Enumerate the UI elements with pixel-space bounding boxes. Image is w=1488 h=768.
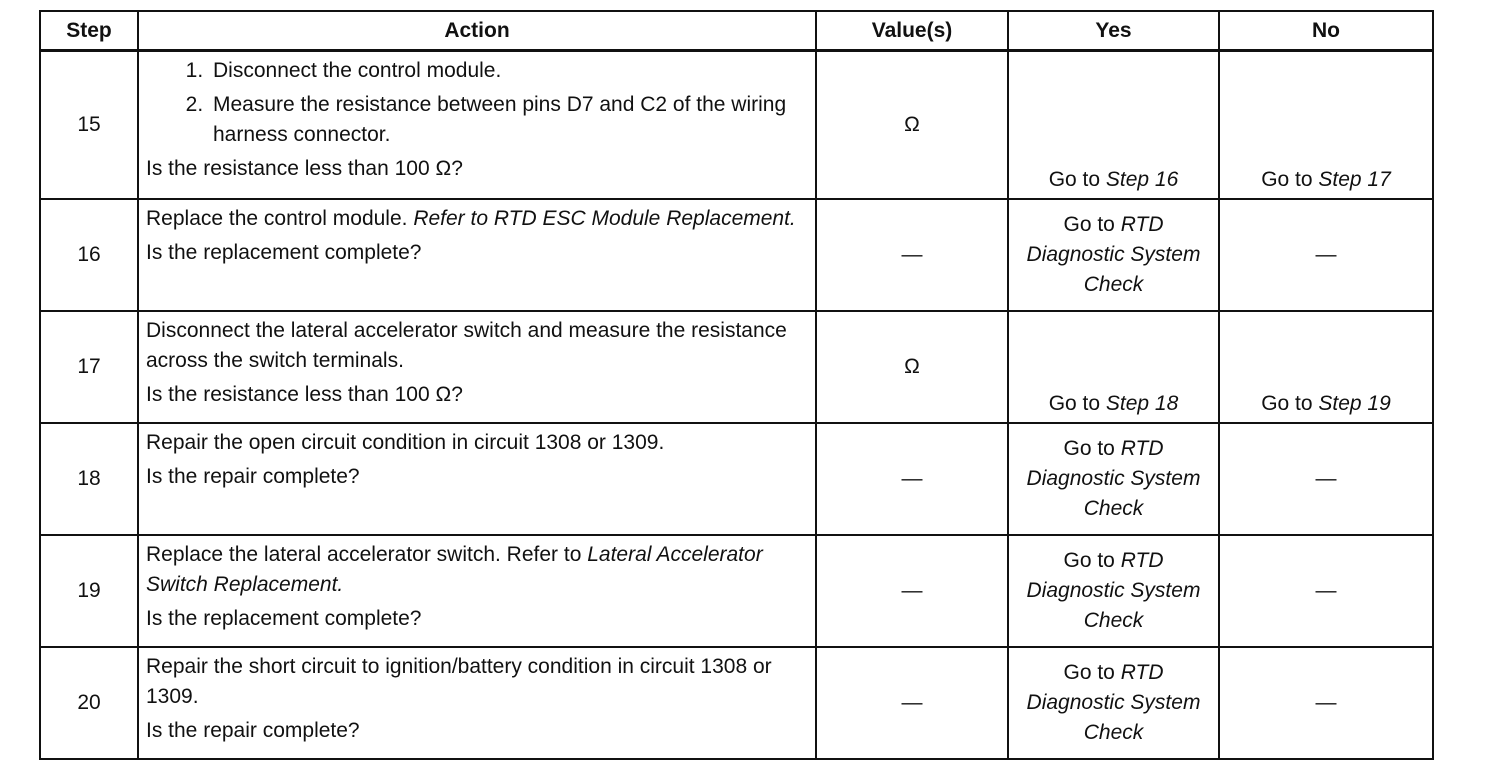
action-text <box>146 204 805 234</box>
action-text: Repair the short circuit to ignition/battery condition in circuit 1308 or 1309. <box>146 655 772 708</box>
yes-cell <box>1008 647 1219 759</box>
yes-cell <box>1008 199 1219 311</box>
header-yes: Yes <box>1008 11 1219 51</box>
yes-prefix: Go to <box>1048 168 1106 191</box>
no-cell <box>1219 51 1433 200</box>
value-text: — <box>901 691 923 714</box>
no-cell <box>1219 535 1433 647</box>
table-row <box>40 535 1433 647</box>
action-question: Is the resistance less than 100 Ω? <box>146 157 463 180</box>
action-question: Is the resistance less than 100 Ω? <box>146 383 463 406</box>
table-header <box>40 11 1433 51</box>
action-text-reference: Lateral Accelerator Switch Replacement. <box>146 543 763 596</box>
yes-target: RTD Diagnostic System Check <box>1026 549 1201 632</box>
yes-target: RTD Diagnostic System Check <box>1026 213 1201 296</box>
value-text: — <box>901 243 923 266</box>
no-text: — <box>1315 579 1337 602</box>
header-no: No <box>1219 11 1433 51</box>
yes-prefix: Go to <box>1063 213 1121 236</box>
list-item: 2. Measure the resistance between pins D7 and C2 of the wiring harness connector. <box>209 90 805 150</box>
step-number: 17 <box>40 311 138 423</box>
step-number: 20 <box>40 647 138 759</box>
value-cell <box>816 423 1008 535</box>
step-number: 16 <box>40 199 138 311</box>
action-cell <box>138 311 816 423</box>
header-action: Action <box>138 11 816 51</box>
table-row <box>40 51 1433 200</box>
yes-prefix: Go to <box>1063 661 1121 684</box>
action-question: Is the replacement complete? <box>146 241 422 264</box>
value-cell <box>816 535 1008 647</box>
table-row <box>40 199 1433 311</box>
step-number: 19 <box>40 535 138 647</box>
action-question: Is the repair complete? <box>146 465 360 488</box>
no-cell <box>1219 311 1433 423</box>
action-cell <box>138 535 816 647</box>
no-prefix: Go to <box>1261 168 1319 191</box>
header-row <box>40 11 1433 51</box>
no-cell <box>1219 423 1433 535</box>
action-text <box>146 540 805 600</box>
step-number: 15 <box>40 51 138 200</box>
value-cell <box>816 51 1008 200</box>
no-target: Step 17 <box>1318 168 1391 191</box>
action-text-reference: Refer to RTD ESC Module Replacement. <box>413 207 796 230</box>
table-row <box>40 647 1433 759</box>
step-number: 18 <box>40 423 138 535</box>
yes-cell <box>1008 423 1219 535</box>
no-text: — <box>1315 243 1337 266</box>
yes-target: RTD Diagnostic System Check <box>1026 437 1201 520</box>
header-step: Step <box>40 11 138 51</box>
action-question: Is the repair complete? <box>146 719 360 742</box>
no-prefix: Go to <box>1261 392 1319 415</box>
value-text: Ω <box>904 355 920 378</box>
yes-cell <box>1008 311 1219 423</box>
value-cell <box>816 647 1008 759</box>
no-cell <box>1219 647 1433 759</box>
yes-target: RTD Diagnostic System Check <box>1026 661 1201 744</box>
yes-prefix: Go to <box>1063 549 1121 572</box>
action-text-plain: Replace the lateral accelerator switch. Refer to <box>146 543 588 566</box>
yes-prefix: Go to <box>1063 437 1121 460</box>
table-row <box>40 423 1433 535</box>
value-cell <box>816 311 1008 423</box>
table-body <box>40 51 1433 760</box>
action-text: Repair the open circuit condition in circuit 1308 or 1309. <box>146 431 665 454</box>
value-text: — <box>901 579 923 602</box>
yes-cell <box>1008 535 1219 647</box>
no-text: — <box>1315 691 1337 714</box>
action-cell <box>138 199 816 311</box>
action-text-plain: Replace the control module. <box>146 207 414 230</box>
list-item: 1. Disconnect the control module. <box>209 56 805 86</box>
header-values: Value(s) <box>816 11 1008 51</box>
yes-prefix: Go to <box>1048 392 1106 415</box>
value-text: Ω <box>904 113 920 136</box>
value-text: — <box>901 467 923 490</box>
no-cell <box>1219 199 1433 311</box>
yes-target: Step 18 <box>1105 392 1179 415</box>
no-text: — <box>1315 467 1337 490</box>
table-row <box>40 311 1433 423</box>
diagnostic-table <box>39 10 1434 760</box>
action-cell <box>138 51 816 200</box>
no-target: Step 19 <box>1318 392 1391 415</box>
yes-target: Step 16 <box>1105 168 1179 191</box>
yes-cell <box>1008 51 1219 200</box>
action-question: Is the replacement complete? <box>146 607 422 630</box>
action-cell <box>138 423 816 535</box>
action-text: Disconnect the lateral accelerator switch and measure the resistance across the switch terminals. <box>146 319 787 372</box>
action-list <box>146 56 805 150</box>
value-cell <box>816 199 1008 311</box>
action-cell <box>138 647 816 759</box>
